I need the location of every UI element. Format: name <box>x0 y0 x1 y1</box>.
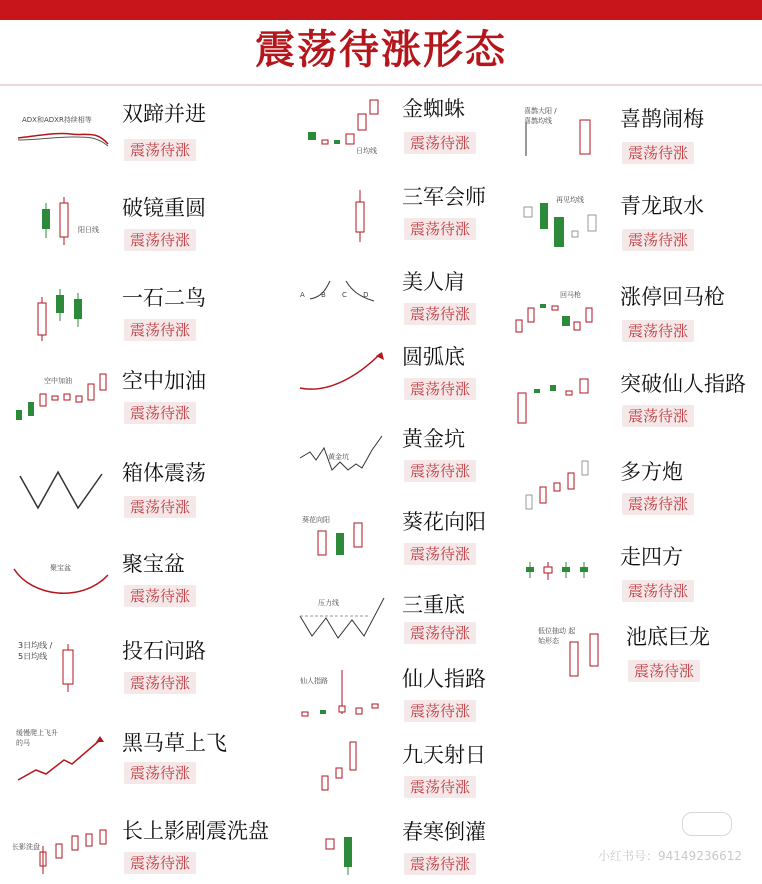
candlestick-icon <box>12 366 112 426</box>
pattern-tag: 震荡待涨 <box>124 229 196 251</box>
pattern-card-9 <box>8 808 288 884</box>
pattern-name: 箱体震荡 <box>122 461 206 485</box>
pattern-tag: 震荡待涨 <box>404 622 476 644</box>
pattern-tag: 震荡待涨 <box>622 320 694 342</box>
pattern-name: 黑马草上飞 <box>122 731 227 755</box>
pattern-tag: 震荡待涨 <box>404 303 476 325</box>
pattern-name: 喜鹊闹梅 <box>620 107 704 131</box>
pattern-card-19 <box>296 815 516 884</box>
pattern-card-2 <box>8 185 248 265</box>
pattern-card-12 <box>296 265 516 335</box>
pattern-card-16 <box>296 588 516 664</box>
pattern-tag: 震荡待涨 <box>124 852 196 874</box>
watermark-logo-icon <box>682 812 732 836</box>
pattern-card-25 <box>510 538 762 614</box>
pattern-card-7 <box>8 630 248 710</box>
pattern-card-17 <box>296 662 516 738</box>
triple-bottom-icon <box>298 594 388 644</box>
pattern-card-21 <box>510 185 762 265</box>
dragon-annotation: 再见均线 <box>556 196 584 204</box>
pattern-card-8 <box>8 720 248 800</box>
candlestick-icon <box>514 373 594 433</box>
pattern-card-14 <box>296 422 516 498</box>
pattern-tag: 震荡待涨 <box>124 402 196 424</box>
page-title: 震荡待涨形态 <box>255 27 507 73</box>
pattern-name: 长上影剧震洗盘 <box>122 819 269 843</box>
pattern-name: 双蹄并进 <box>122 102 206 126</box>
spear-annotation: 回马枪 <box>560 291 581 299</box>
shoulder-annotation: A B C D <box>300 291 369 299</box>
pattern-name: 涨停回马枪 <box>620 285 725 309</box>
pattern-name: 池底巨龙 <box>626 625 710 649</box>
pattern-name: 破镜重圆 <box>122 196 206 220</box>
pattern-name: 聚宝盆 <box>122 552 185 576</box>
pattern-card-24 <box>510 455 762 535</box>
pattern-tag: 震荡待涨 <box>622 580 694 602</box>
pattern-tag: 震荡待涨 <box>404 776 476 798</box>
candlestick-icon <box>520 455 600 519</box>
pattern-name: 三军会师 <box>402 185 486 209</box>
pattern-tag: 震荡待涨 <box>124 139 196 161</box>
title-divider <box>0 84 762 86</box>
pattern-card-1 <box>8 95 248 175</box>
adx-annotation: ADX和ADXR持续相等 <box>22 116 92 124</box>
shadow-annotation: 长影洗盘 <box>12 843 40 851</box>
candlestick-icon <box>34 283 130 343</box>
pattern-name: 突破仙人指路 <box>620 372 746 396</box>
pattern-tag: 震荡待涨 <box>628 660 700 682</box>
pattern-card-13 <box>296 340 516 414</box>
pattern-tag: 震荡待涨 <box>124 672 196 694</box>
pattern-tag: 震荡待涨 <box>124 585 196 607</box>
pattern-name: 圆弧底 <box>402 345 465 369</box>
candlestick-icon <box>302 96 392 160</box>
spider-annotation: 日均线 <box>356 147 377 155</box>
arc-bottom-icon <box>298 346 388 396</box>
pattern-name: 三重底 <box>402 593 465 617</box>
candlestick-icon <box>56 640 86 700</box>
darkhorse-annotation: 缓慢爬上飞升的马 <box>16 729 58 747</box>
bowl-annotation: 聚宝盆 <box>50 564 71 572</box>
pattern-card-22 <box>510 280 762 360</box>
candle-annotation: 阳日线 <box>78 226 99 234</box>
pattern-card-18 <box>296 738 516 814</box>
pattern-tag: 震荡待涨 <box>404 460 476 482</box>
pattern-name: 青龙取水 <box>620 194 704 218</box>
pattern-tag: 震荡待涨 <box>404 218 476 240</box>
candlestick-icon <box>36 193 132 253</box>
zigzag-line-icon <box>18 464 108 514</box>
pattern-tag: 震荡待涨 <box>404 543 476 565</box>
pattern-tag: 震荡待涨 <box>622 405 694 427</box>
pattern-card-26 <box>510 620 762 700</box>
refuel-annotation: 空中加油 <box>44 377 72 385</box>
candlestick-icon <box>346 188 376 248</box>
pattern-name: 美人肩 <box>402 270 465 294</box>
pattern-card-6 <box>8 543 248 623</box>
candlestick-icon <box>522 558 602 598</box>
watermark-text: 小红书号：94149236612 <box>598 849 742 863</box>
pattern-tag: 震荡待涨 <box>404 853 476 875</box>
pattern-card-4 <box>8 362 248 442</box>
pattern-name: 金蜘蛛 <box>402 97 465 121</box>
pattern-card-23 <box>510 365 762 445</box>
immortal-annotation: 仙人指路 <box>300 677 328 685</box>
pattern-tag: 震荡待涨 <box>404 132 476 154</box>
top-red-bar <box>0 0 762 20</box>
pit-annotation: 黄金坑 <box>328 453 349 461</box>
pattern-tag: 震荡待涨 <box>622 142 694 164</box>
pattern-tag: 震荡待涨 <box>622 229 694 251</box>
pattern-tag: 震荡待涨 <box>404 700 476 722</box>
pattern-tag: 震荡待涨 <box>622 493 694 515</box>
pattern-name: 春寒倒灌 <box>402 820 486 844</box>
pattern-tag: 震荡待涨 <box>124 496 196 518</box>
pattern-card-20 <box>510 100 762 180</box>
pattern-name: 空中加油 <box>122 369 206 393</box>
pattern-card-10 <box>296 92 516 172</box>
candlestick-icon <box>320 821 380 881</box>
pattern-tag: 震荡待涨 <box>404 378 476 400</box>
pattern-tag: 震荡待涨 <box>124 762 196 784</box>
pattern-card-3 <box>8 275 248 355</box>
pattern-tag: 震荡待涨 <box>124 319 196 341</box>
pattern-name: 葵花向阳 <box>402 510 486 534</box>
pattern-name: 九天射日 <box>402 743 486 767</box>
pattern-name: 多方炮 <box>620 460 683 484</box>
pattern-name: 仙人指路 <box>402 667 486 691</box>
sunflower-annotation: 葵花向阳 <box>302 516 330 524</box>
magpie-annotation: 喜鹊大阳 / 喜鹊均线 <box>524 107 557 125</box>
pattern-name: 投石问路 <box>122 639 206 663</box>
ma-annotation: 3日均线 / 5日均线 <box>18 641 53 661</box>
resistance-annotation: 压力线 <box>318 599 339 607</box>
pattern-card-5 <box>8 452 248 532</box>
candlestick-icon <box>512 284 606 344</box>
dragon-bottom-annotation: 低位抽动 起始形态 <box>538 627 576 645</box>
pattern-name: 黄金坑 <box>402 427 465 451</box>
pattern-name: 走四方 <box>620 545 683 569</box>
pattern-name: 一石二鸟 <box>122 286 206 310</box>
candlestick-icon <box>314 738 384 798</box>
pattern-card-11 <box>296 180 516 260</box>
candlestick-icon <box>298 666 388 726</box>
pattern-card-15 <box>296 505 516 581</box>
shoulder-curves-icon <box>300 275 390 325</box>
